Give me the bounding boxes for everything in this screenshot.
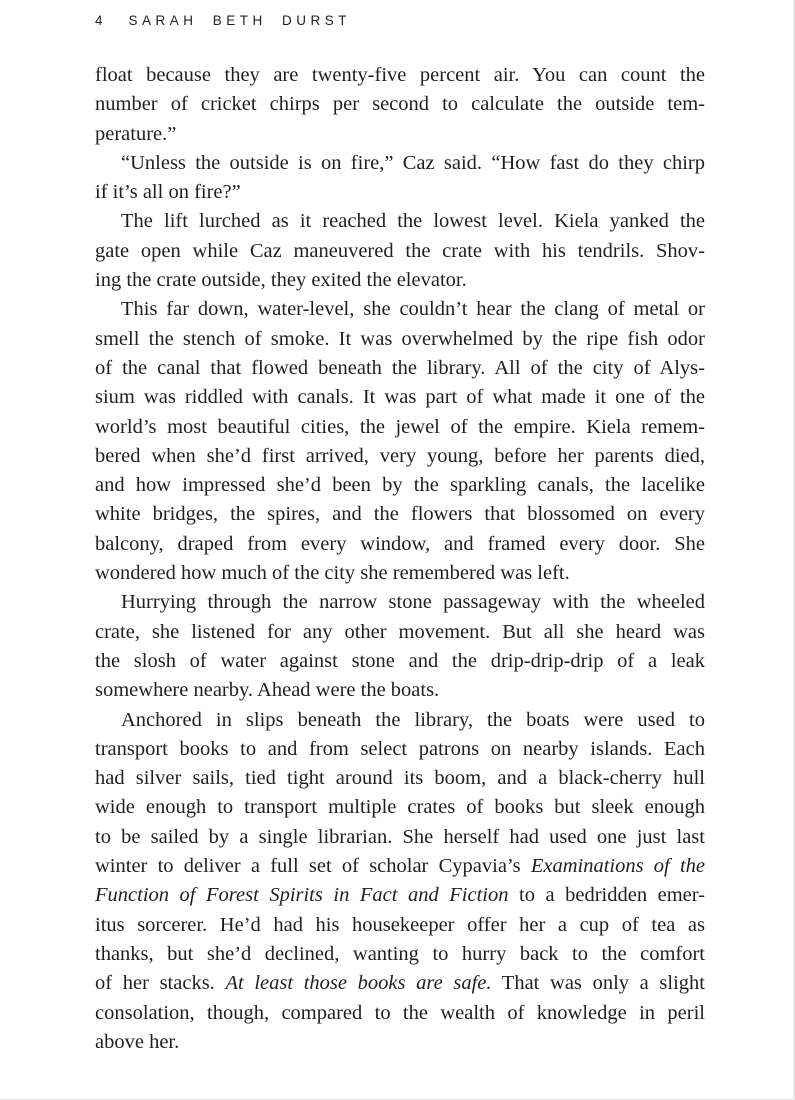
text-line: [95, 618, 705, 647]
text-segment: the slosh of water against stone and the drip-drip-drip of a leak: [95, 649, 705, 672]
text-line: [95, 999, 705, 1028]
italic-text: Examinations of the: [530, 855, 705, 878]
text-line: [95, 881, 705, 910]
page-number: 4: [95, 13, 103, 28]
text-line: [95, 442, 705, 471]
text-segment: perature.”: [95, 122, 177, 145]
text-segment: and how impressed she’d been by the sparkling canals, the lacelike: [95, 474, 705, 497]
text-line: [95, 120, 705, 149]
text-line: [95, 793, 705, 822]
text-line: [95, 969, 705, 998]
running-head-title: SARAH BETH DURST: [128, 13, 352, 28]
text-line: [95, 383, 705, 412]
text-line: [95, 178, 705, 207]
text-line: [95, 823, 705, 852]
text-line: [95, 61, 705, 90]
text-line: [95, 764, 705, 793]
paragraph: [95, 207, 705, 295]
text-segment: to a bedridden emer-: [508, 884, 706, 907]
body-text: [95, 61, 705, 1057]
text-line: [95, 588, 705, 617]
text-line: [95, 90, 705, 119]
text-line: [95, 471, 705, 500]
text-segment: wondered how much of the city she remembered was left.: [95, 562, 570, 585]
text-segment: Hurrying through the narrow stone passageway with the wheeled: [121, 591, 705, 614]
text-line: [95, 940, 705, 969]
text-segment: somewhere nearby. Ahead were the boats.: [95, 679, 440, 702]
paragraph: [95, 149, 705, 208]
text-segment: number of cricket chirps per second to calculate the outside tem-: [95, 93, 705, 116]
paragraph: [95, 295, 705, 588]
text-line: [95, 207, 705, 236]
text-segment: float because they are twenty-five percent air. You can count the: [95, 64, 705, 86]
text-segment: “Unless the outside is on fire,” Caz said. “How fast do they chirp: [121, 151, 705, 174]
text-line: [95, 706, 705, 735]
text-segment: of the canal that flowed beneath the library. All of the city of Alys-: [95, 356, 705, 379]
text-segment: of her stacks.: [95, 972, 226, 995]
text-line: [95, 647, 705, 676]
text-line: [95, 500, 705, 529]
text-line: [95, 413, 705, 442]
text-line: [95, 911, 705, 940]
text-segment: winter to deliver a full set of scholar Cypavia’s: [95, 855, 531, 878]
italic-text: Function of Forest Spirits in Fact and Fiction: [95, 884, 509, 907]
text-segment: itus sorcerer. He’d had his housekeeper offer her a cup of tea as: [95, 913, 705, 936]
text-segment: ing the crate outside, they exited the elevator.: [95, 269, 467, 292]
text-segment: wide enough to transport multiple crates of books but sleek enough: [95, 796, 705, 819]
text-segment: sium was riddled with canals. It was part of what made it one of the: [95, 386, 705, 409]
text-segment: above her.: [95, 1030, 180, 1053]
text-line: [95, 354, 705, 383]
text-segment: thanks, but she’d declined, wanting to hurry back to the comfort: [95, 942, 705, 965]
text-line: [95, 237, 705, 266]
text-segment: had silver sails, tied tight around its boom, and a black-cherry hull: [95, 767, 705, 790]
text-line: [95, 735, 705, 764]
text-line: [95, 559, 705, 588]
paragraph: [95, 706, 705, 1058]
text-segment: consolation, though, compared to the wealth of knowledge in peril: [95, 1001, 705, 1024]
text-line: [95, 1028, 705, 1057]
text-segment: This far down, water-level, she couldn’t hear the clang of metal or: [121, 298, 705, 321]
text-line: [95, 676, 705, 705]
italic-text: At least those books are safe.: [225, 972, 492, 995]
text-line: [95, 266, 705, 295]
paragraph: [95, 588, 705, 705]
text-segment: gate open while Caz maneuvered the crate with his tendrils. Shov-: [95, 239, 705, 262]
text-segment: The lift lurched as it reached the lowest level. Kiela yanked the: [121, 210, 705, 233]
text-segment: That was only a slight: [491, 972, 706, 995]
paragraph: [95, 61, 705, 149]
text-line: [95, 530, 705, 559]
text-segment: world’s most beautiful cities, the jewel of the empire. Kiela remem-: [95, 415, 705, 438]
running-header: [95, 13, 705, 31]
text-line: [95, 325, 705, 354]
text-segment: if it’s all on fire?”: [95, 181, 241, 204]
text-segment: white bridges, the spires, and the flowers that blossomed on every: [95, 503, 705, 526]
text-segment: Anchored in slips beneath the library, the boats were used to: [121, 708, 705, 731]
text-segment: transport books to and from select patrons on nearby islands. Each: [95, 737, 705, 760]
text-line: [95, 852, 705, 881]
text-line: [95, 149, 705, 178]
text-segment: smell the stench of smoke. It was overwhelmed by the ripe fish odor: [95, 327, 705, 350]
text-segment: crate, she listened for any other movement. But all she heard was: [95, 620, 705, 643]
text-line: [95, 295, 705, 324]
text-segment: to be sailed by a single librarian. She herself had used one just last: [95, 825, 705, 848]
text-segment: bered when she’d first arrived, very young, before her parents died,: [95, 444, 705, 467]
text-segment: balcony, draped from every window, and framed every door. She: [95, 532, 705, 555]
